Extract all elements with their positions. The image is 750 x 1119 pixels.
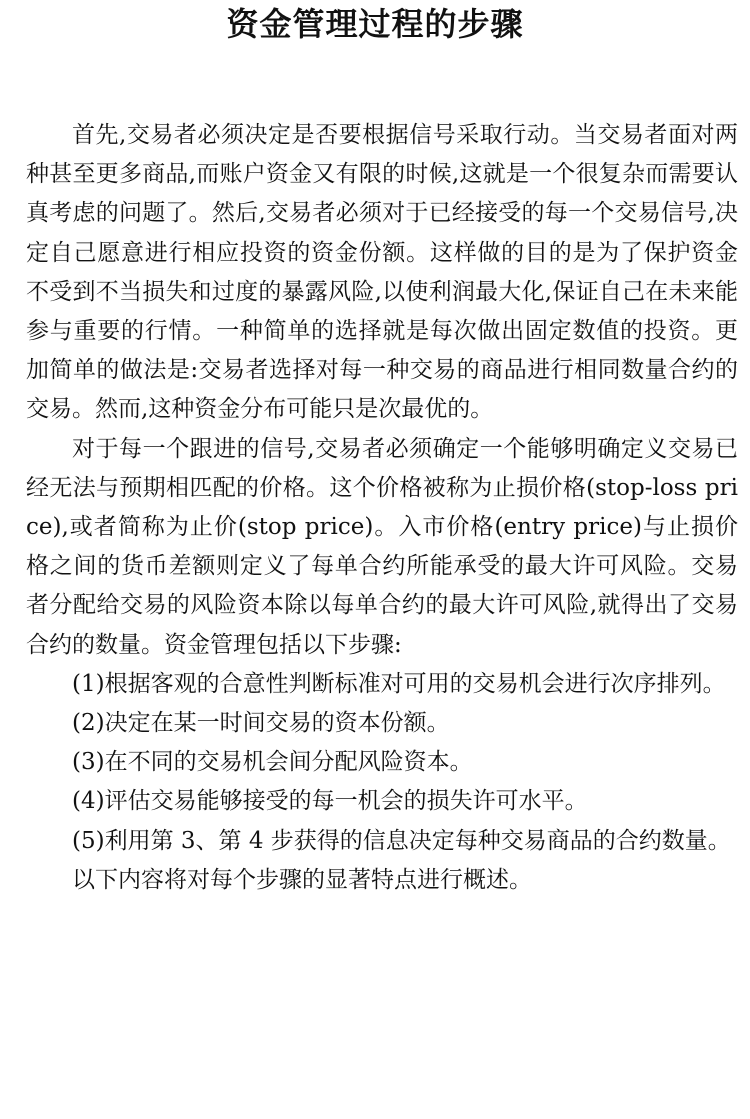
paragraph-intro: 首先,交易者必须决定是否要根据信号采取行动。当交易者面对两种甚至更多商品,而账户资金又有限的时候,这就是一个很复杂而需要认真考虑的问题了。然后,交易者必须对于已经接受的每一个交易信号,决定自己愿意进行相应投资的资金份额。这样做的目的是为了保护资金不受到不当损失和过度的暴露风险,以使利润最大化,保证自己在未来能参与重要的行情。一种简单的选择就是每次做出固定数值的投资。更加简单的做法是:交易者选择对每一种交易的商品进行相同数量合约的交易。然而,这种资金分布可能只是次最优的。 [26, 122, 738, 423]
page-title: 资金管理过程的步骤 [226, 5, 524, 43]
step-5: (5)利用第 3、第 4 步获得的信息决定每种交易商品的合约数量。 [72, 827, 731, 854]
step-4: (4)评估交易能够接受的每一机会的损失许可水平。 [72, 788, 588, 815]
document-body [26, 116, 738, 900]
step-1: (1)根据客观的合意性判断标准对可用的交易机会进行次序排列。 [72, 670, 726, 697]
step-2: (2)决定在某一时间交易的资本份额。 [72, 710, 450, 737]
paragraph-stop-price: 对于每一个跟进的信号,交易者必须确定一个能够明确定义交易已经无法与预期相匹配的价格。这个价格被称为止损价格(stop-loss price),或者简称为止价(stop price)。入市价格(entry price)与止损价格之间的货币差额则定义了每单合约所能承受的最大许可风险。交易者分配给交易的风险资本除以每单合约的最大许可风险,就得出了交易合约的数量。资金管理包括以下步骤: [26, 435, 738, 658]
paragraph-closing: 以下内容将对每个步骤的显著特点进行概述。 [72, 866, 532, 893]
step-3: (3)在不同的交易机会间分配风险资本。 [72, 749, 473, 776]
